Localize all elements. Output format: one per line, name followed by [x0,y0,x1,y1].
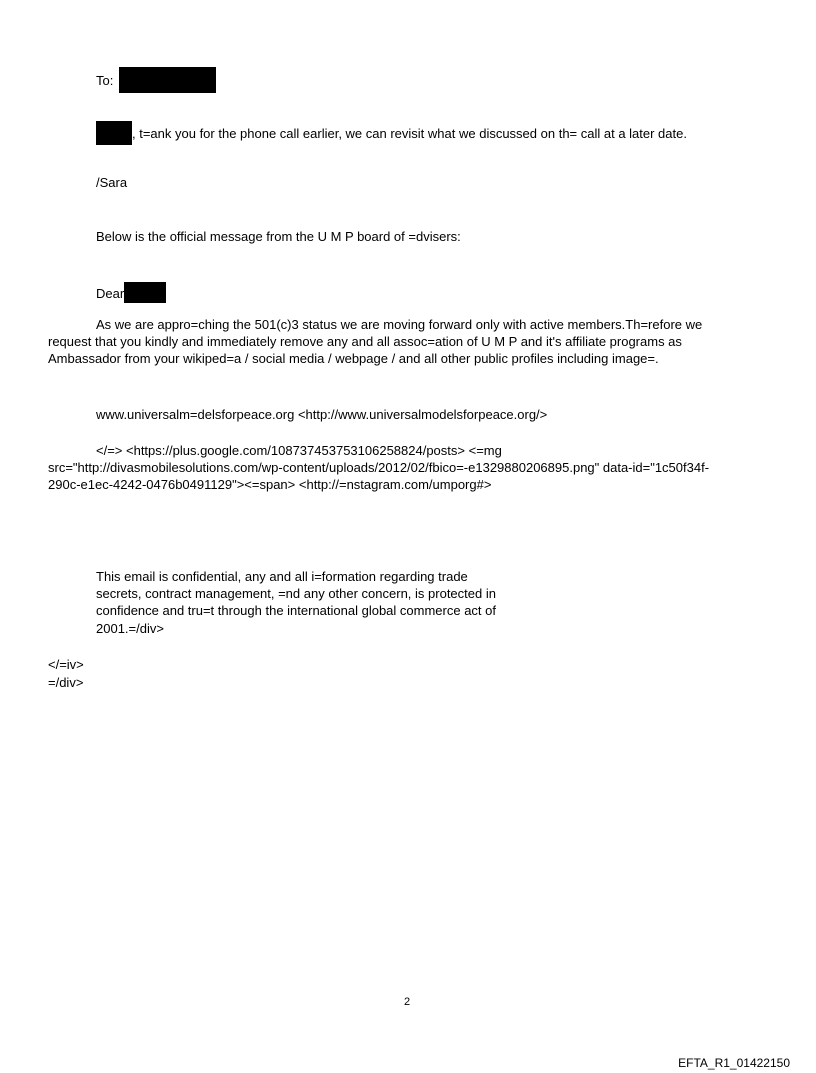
confidentiality-line-2: secrets, contract management, =nd any other concern, is protected in [96,586,496,601]
greeting-line [96,121,687,145]
to-label: To: [96,73,114,88]
redaction-box [96,121,132,145]
signature: /Sara [96,175,128,190]
greeting-text: , t=ank you for the phone call earlier, we can revisit what we discussed on th= call at a later date. [132,126,687,141]
page-number: 2 [404,996,411,1008]
to-line [96,67,216,93]
trailing-line-1: </=iv> [48,657,84,672]
fragment-line-3: 290c-e1ec-4242-0476b0491129"><=span> <http://=nstagram.com/umporg#> [48,477,492,492]
redaction-box [119,67,216,93]
fragment-line-2: src="http://divasmobilesolutions.com/wp-content/uploads/2012/02/fbico=-e1329880206895.png" data-id="1c50f34f- [48,460,710,475]
website-line: www.universalm=delsforpeace.org <http://www.universalmodelsforpeace.org/> [96,407,548,422]
redaction-box [124,282,166,303]
confidentiality-line-4: 2001.=/div> [96,621,164,636]
body-line-2: request that you kindly and immediately remove any and all assoc=ation of U M P and it's affiliate programs as [48,334,682,349]
confidentiality-line-1: This email is confidential, any and all i=formation regarding trade [96,569,468,584]
body-line-3: Ambassador from your wikiped=a / social media / webpage / and all other public profiles including image=. [48,351,659,366]
trailing-line-2: =/div> [48,675,84,690]
fragment-line-1: </=> <https://plus.google.com/108737453753106258824/posts> <=mg [96,443,502,458]
body-line-1: As we are appro=ching the 501(c)3 status we are moving forward only with active members.Th=refore we [96,317,703,332]
salutation-text: Dear [96,286,125,301]
document-id: EFTA_R1_01422150 [678,1056,790,1070]
salutation-line [96,282,166,303]
intro-line: Below is the official message from the U M P board of =dvisers: [96,229,461,244]
confidentiality-line-3: confidence and tru=t through the international global commerce act of [96,603,496,618]
